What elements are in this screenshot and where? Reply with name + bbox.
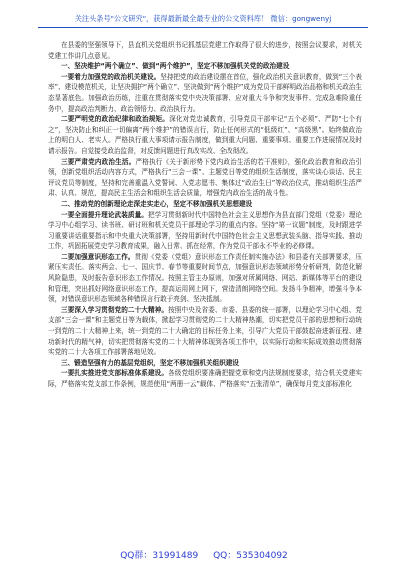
paragraph [48, 305, 362, 358]
paragraph [48, 368, 362, 389]
footer-contact [0, 548, 408, 561]
footer-qq: QQ：535304092 [213, 551, 288, 561]
paragraph [48, 210, 362, 252]
paragraph [48, 157, 362, 199]
paragraph-text: 各级党组织要准确把握党章和党内法规制度要求，结合机关党建实际，严格落实党支部工作条例，规范使用“两册一云”载体、严格落实“五张清单”，确保每月党支部标准化 [48, 369, 363, 388]
header-banner: 关注头条号"公文研究"，获得最新最全最专业的公文资料库！ 微信：gongwenyj [74, 14, 332, 23]
section-heading-3: 三、锻造坚强有力的基层党组织，坚定不移加强机关组织建设 [61, 358, 240, 367]
subheading: 二要严明党的政治纪律和政治规矩。 [61, 115, 170, 124]
paragraph-text: 贯彻《党委（党组）意识形态工作责任制实施办法》和县委有关部署要求，压紧压实责任。落实两会、七一、国庆节、春节等重要时间节点，加强意识形态领域形势分析研判，防范化解风险隐患，及时报告意识形态工作情况。按照主管主办原则，加强对所属网络、网站、新媒体等平台的建设和管理，突出抓好网络意识形态工作，提高运用网上网下，营造清朗网络空间。发扬斗争精神，增强斗争本领，对错误意识形态领域各种错误言行敢于亮剑、坚决抵制。 [48, 252, 363, 304]
document-body [48, 40, 362, 390]
paragraph [48, 252, 362, 305]
section-heading-1: 一、坚决维护“两个确立”、做到“两个维护”，坚定不移加强机关党的政治建设 [61, 62, 290, 71]
subheading: 三要严肃党内政治生活。 [61, 157, 136, 166]
subheading: 三要深入学习贯彻党的二十大精神。 [61, 305, 169, 314]
paragraph-text: 严格执行《关于新形势下党内政治生活的若干准则》，强化政治教育和政治引领，创新党组织活动内容方式，严格执行“三会一课”、主题党日等党的组织生活制度，落实谈心谈话、民主评议党员等制度，坚持和完善重温入党誓词、入党志愿书、集体过“政治生日”等政治仪式，推动组织生活严肃、认真、规范，提高民主生活会和组织生活会质量，增强党内政治生活的战斗性。 [48, 157, 363, 198]
paragraph-text: 坚持把党的政治建设摆在首位，强化政治机关意识教育，做到“三个表率”、建设模范机关，让坚决拥护“两个确立”、坚决做到“两个维护”成为党员干部鲜明政治品格和机关政治生态显著底色。加强政治历练，注重在贯彻落实党中央决策部署、应对重大斗争和突发事件、完成急难险重任务中，提高政治判断力、政治领悟力、政治执行力。 [48, 72, 363, 113]
paragraph-text: 深化对党忠诚教育，引导党员干部牢记“五个必须”、严防“七个有之”，坚决防止和纠正一切偏离“两个维护”的错误言行，防止任何形式的“低级红”、“高级黑”。始终做政治上的明白人、老实人。严格执行重大事项请示报告制度，做到重大问题、重要事项、重要工作进展情况及时请示报告。自觉接受政治监督，对反馈问题进行真改实改、全改彻改。 [48, 115, 363, 155]
subheading: 一要着力加强党的政治机关建设。 [61, 72, 161, 81]
section-heading-2: 二、推动党的创新理论走深走实走心，坚定不移加强机关思想建设 [61, 199, 253, 208]
paragraph-text: 把学习贯彻新时代中国特色社会主义思想作为县直部门党组（党委）理论学习中心组学习、读书班、研讨班和机关党员干部理论学习的重点内容。坚持“第一议题”制度，及时跟进学习重要讲话重要指示和中央重大决策部署，坚持用新时代中国特色社会主义思想武装头脑、指导实践、推动工作，巩固拓展党史学习教育成果，融入日常、抓在经常，作为党员干部永不毕业的必修课。 [48, 210, 362, 251]
footer-qq-group: QQ群：31991489 [120, 551, 199, 561]
paragraph [48, 114, 362, 156]
subheading: 二要加强意识形态工作。 [61, 252, 135, 261]
paragraph-text: 按照中央及省委、市委、县委的统一部署，以理论学习中心组、党支部“三会一课”和主题党日等为载体，掀起学习贯彻党的二十大精神热潮，切实把党员干部的思想和行动统一到党的二十大精神上来，统一到党的二十大确定的目标任务上来，引导广大党员干部鼓起奋进新征程、建功新时代的精气神，切实把贯彻落实党的二十大精神体现到各项工作中，以实际行动和实际成效推动贯彻落实党的二十大各项工作部署落地见效。 [48, 305, 363, 357]
subheading: 一要扎实推进党支部标准体系建设。 [61, 369, 169, 378]
paragraph [48, 72, 362, 114]
header-rule [38, 27, 368, 28]
subheading: 一要全面提升理论武装质量。 [61, 210, 148, 219]
paragraph-intro: 在县委的坚强领导下，县直机关党组织书记抓基层党建工作取得了很大的进步，按照会议要求，对机关党建工作讲几点意见。 [48, 41, 362, 60]
